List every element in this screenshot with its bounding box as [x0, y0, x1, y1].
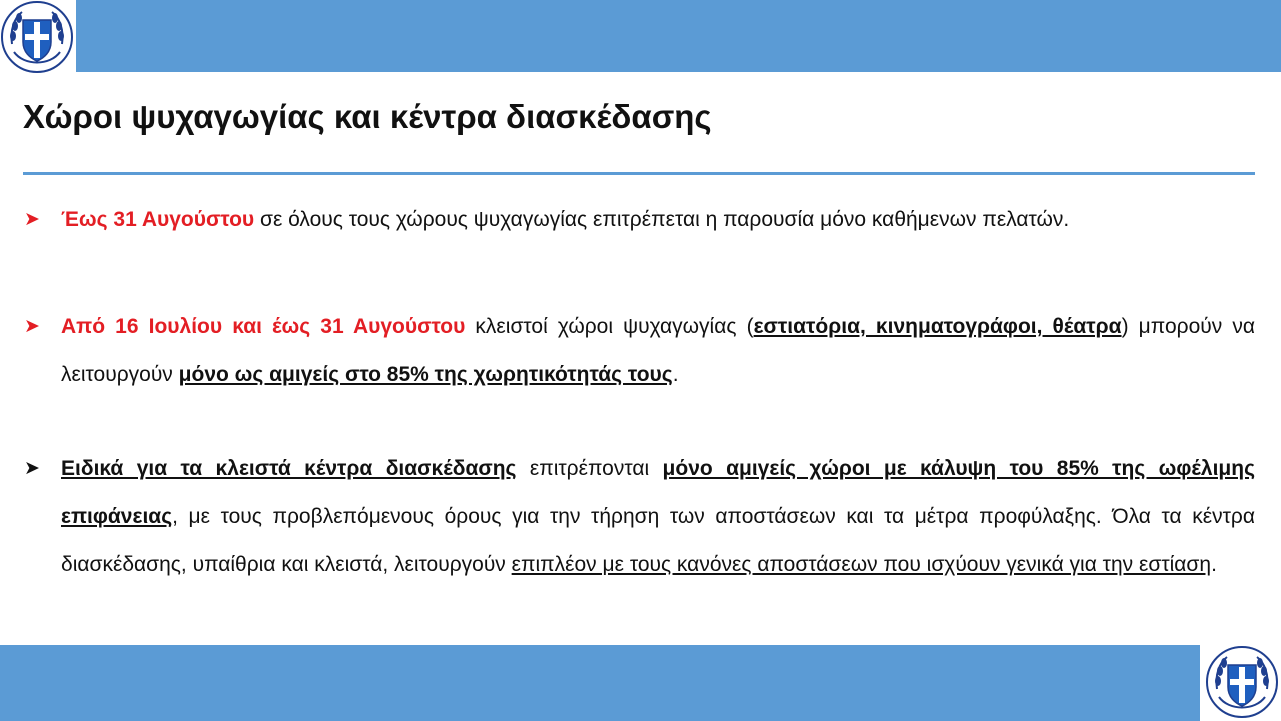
emphasis-capacity: μόνο ως αμιγείς στο 85% της χωρητικότητάς τους — [178, 363, 673, 386]
slide-title: Χώροι ψυχαγωγίας και κέντρα διασκέδασης — [23, 98, 712, 135]
bullet-text — [61, 196, 1255, 244]
bullet-item-2 — [24, 303, 1255, 399]
highlight-date: Από 16 Ιουλίου και έως 31 Αυγούστου — [61, 315, 466, 338]
bullet-text — [61, 445, 1255, 589]
bullet-body: ) μπορούν να λειτουργούν — [61, 315, 1255, 386]
bullet-body: . — [672, 363, 679, 386]
bullet-body: επιτρέπονται — [516, 457, 663, 480]
bullet-item-1 — [24, 196, 1255, 244]
emphasis-closed-venues: Ειδικά για τα κλειστά κέντρα διασκέδασης — [61, 457, 517, 480]
emphasis-distancing-rules: επιπλέον με τους κανόνες αποστάσεων που ισχύουν γενικά για την εστίαση — [511, 553, 1212, 576]
bullet-body: σε όλους τους χώρους ψυχαγωγίας επιτρέπεται η παρουσία μόνο καθήμενων πελατών. — [254, 208, 1070, 231]
header-bar — [76, 0, 1281, 72]
bullet-body: κλειστοί χώροι ψυχαγωγίας ( — [465, 315, 754, 338]
bullet-item-3 — [24, 445, 1255, 589]
greek-coat-of-arms-icon — [1205, 645, 1279, 719]
title-divider — [23, 172, 1255, 175]
arrow-bullet-icon: ➤ — [24, 209, 40, 230]
arrow-bullet-icon: ➤ — [24, 458, 40, 479]
arrow-bullet-icon: ➤ — [24, 316, 40, 337]
footer-bar — [0, 645, 1200, 721]
bullet-body: . — [1211, 553, 1217, 576]
bullet-body: , με τους προβλεπόμενους όρους για την τήρηση των αποστάσεων και τα μέτρα προφύλαξης. Όλα τα κέντρα διασκέδασης, υπαίθρια και κλειστά, λειτουργούν — [61, 505, 1255, 576]
bullet-text — [61, 303, 1255, 399]
emphasis-coverage: μόνο αμιγείς χώροι με κάλυψη του 85% της ωφέλιμης επιφάνειας — [61, 457, 1256, 528]
greek-coat-of-arms-icon — [0, 0, 74, 74]
highlight-date: Έως 31 Αυγούστου — [61, 208, 255, 231]
emphasis-venues: εστιατόρια, κινηματογράφοι, θέατρα — [753, 315, 1122, 338]
